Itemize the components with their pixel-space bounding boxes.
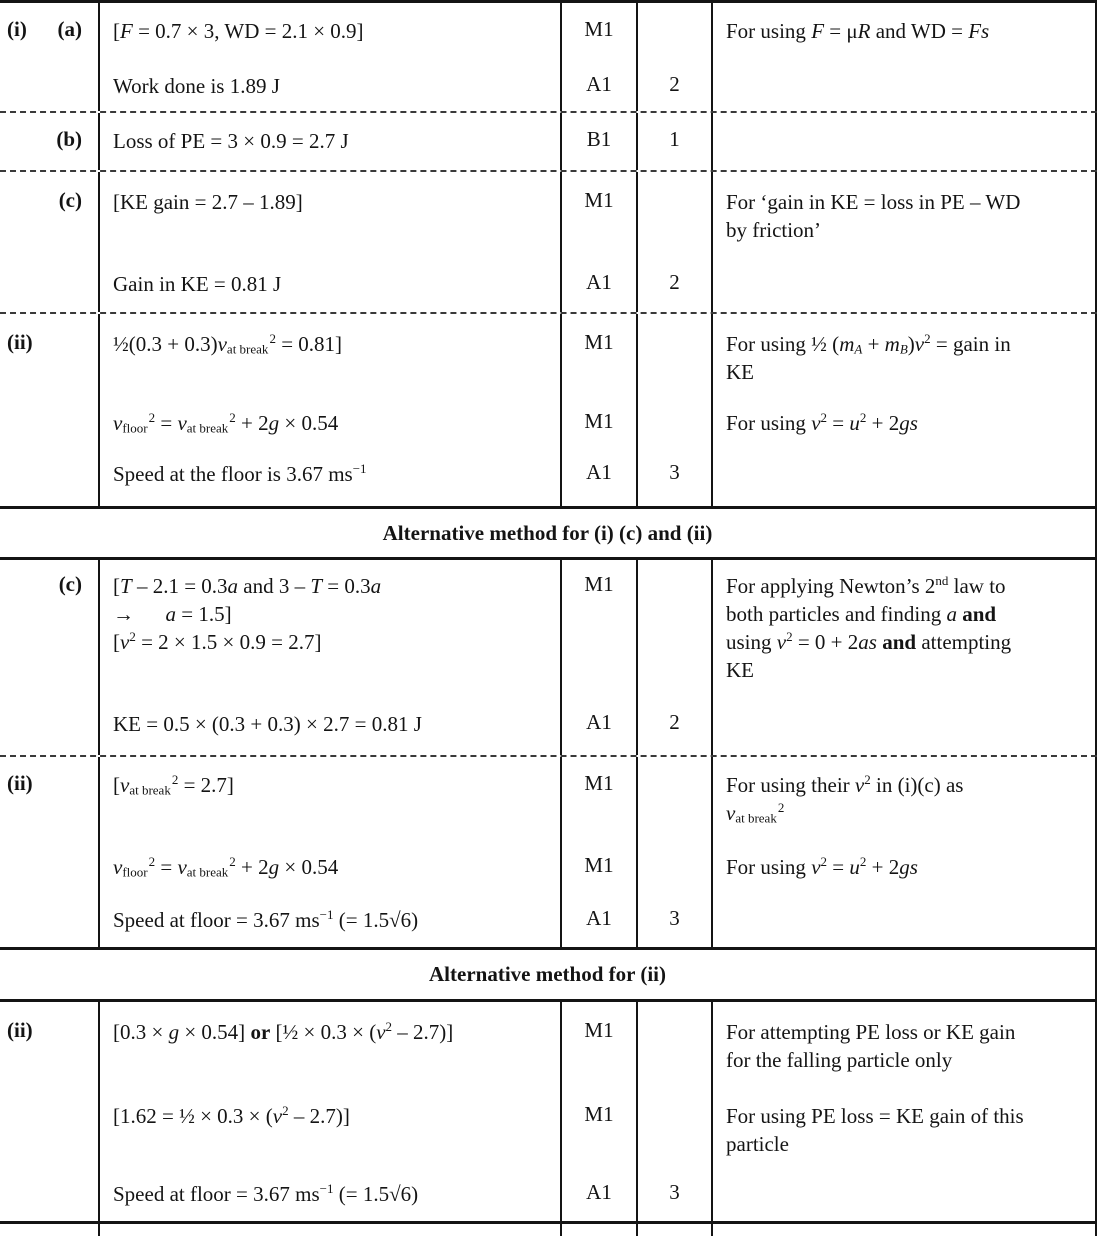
part-roman-label: (ii) [7, 330, 33, 354]
mark-total: 2 [638, 262, 713, 312]
table-row [0, 700, 1097, 755]
table-row [0, 314, 1097, 399]
table-row [0, 172, 1097, 262]
part-label-cell [0, 1174, 100, 1221]
working-line: Speed at floor = 3.67 $ms^{-1}$ (= 1.5√6) [113, 1181, 419, 1206]
table-row [0, 757, 1097, 849]
comment-cell [713, 849, 1097, 898]
comment-line: particle [726, 1132, 789, 1156]
comment-line: For using $v^2 = u^2 + 2gs$ [726, 854, 918, 879]
comment-cell [713, 314, 1097, 399]
working-cell [100, 454, 562, 506]
comment-line: for the falling particle only [726, 1048, 953, 1072]
section-c [0, 172, 1097, 314]
comment-line: For using PE loss = KE gain of this [726, 1104, 1024, 1128]
table-row [0, 898, 1097, 947]
working-cell [100, 560, 562, 700]
part-label-cell [0, 1002, 100, 1094]
mark-code: M1 [562, 1002, 638, 1094]
part-letter-label: (c) [58, 572, 82, 596]
mark-total: 1 [638, 113, 713, 170]
table-row [0, 60, 1097, 111]
mark-code: A1 [562, 262, 638, 312]
table-row [0, 454, 1097, 506]
part-label-cell [0, 757, 100, 849]
part-letter-label [49, 330, 98, 399]
comment-line: KE [726, 360, 754, 384]
comment-cell [713, 1094, 1097, 1174]
comment-line: For using F = μR and WD = Fs [726, 19, 990, 43]
working-line: KE = 0.5 × (0.3 + 0.3) × 2.7 = 0.81 J [113, 712, 422, 736]
table-row [0, 560, 1097, 700]
working-line: ½(0.3 + $0.3)v_{at break}^2 = 0.81$] [113, 331, 343, 357]
working-cell [100, 262, 562, 312]
comment-line: both particles and finding a and [726, 602, 997, 626]
comment-cell [713, 172, 1097, 262]
mark-total: 3 [638, 454, 713, 506]
mark-total [638, 757, 713, 849]
comment-cell [713, 700, 1097, 755]
comment-line: by friction’ [726, 218, 822, 242]
comment-cell [713, 3, 1097, 60]
comment-line: KE [726, 658, 754, 682]
table-row [0, 1002, 1097, 1094]
mark-total: 2 [638, 700, 713, 755]
working-line: [1.62 = ½ × $0.3 \times (v^2 - 2.7)$] [113, 1103, 350, 1128]
section-ii [0, 314, 1097, 506]
working-line: [KE gain = 2.7 – 1.89] [113, 190, 303, 214]
part-label-cell [0, 898, 100, 947]
part-roman-label [0, 572, 49, 700]
working-line: [0.3 × g × 0.54] or [½ × $0.3 \times (v^2 - 2.7)$] [113, 1019, 454, 1044]
alternative-method-header-2: Alternative method for (ii) [0, 947, 1097, 1002]
part-label-cell [0, 849, 100, 898]
comment-line: using $v^2 = 0 + 2as$ and attempting [726, 629, 1012, 654]
part-label-cell [0, 314, 100, 399]
part-label-cell [0, 1224, 100, 1236]
comment-cell [713, 454, 1097, 506]
part-label-cell [0, 3, 100, 60]
working-cell [100, 172, 562, 262]
section-alt-ii [0, 757, 1097, 947]
mark-code: M1 [562, 399, 638, 454]
working-line: Gain in KE = 0.81 J [113, 272, 282, 296]
working-cell [100, 60, 562, 111]
mark-total [638, 1002, 713, 1094]
working-cell [100, 1002, 562, 1094]
mark-code: A1 [562, 454, 638, 506]
table-row [0, 1094, 1097, 1174]
section-alt2-ii [0, 1002, 1097, 1224]
part-label-cell [0, 700, 100, 755]
working-cell [100, 1174, 562, 1221]
part-roman-label [0, 127, 49, 170]
mark-code: A1 [562, 700, 638, 755]
mark-total [638, 1224, 713, 1236]
working-line: → a = 1.5] [113, 602, 232, 626]
mark-code: A1 [562, 1174, 638, 1221]
working-cell [100, 399, 562, 454]
comment-line: For attempting PE loss or KE gain [726, 1020, 1016, 1044]
table-row-stub [0, 1224, 1097, 1233]
comment-cell [713, 113, 1097, 170]
mark-code: M1 [562, 849, 638, 898]
working-line: $[v_{at break}^2 = 2.7]$ [113, 772, 234, 798]
mark-total [638, 560, 713, 700]
mark-total: 2 [638, 60, 713, 111]
comment-cell [713, 1002, 1097, 1094]
mark-code [562, 1224, 638, 1236]
mark-total: 3 [638, 898, 713, 947]
part-label-cell [0, 560, 100, 700]
alternative-method-header-1: Alternative method for (i) (c) and (ii) [0, 506, 1097, 560]
working-line: $[v^2 = 2 \times 1.5 \times 0.9 = 2.7]$ [113, 629, 322, 654]
mark-code: M1 [562, 757, 638, 849]
working-line: $v_{floor}^2 = v_{at break}^2 + 2g \times 0.54$ [113, 854, 339, 880]
comment-line: For using ½ $(m_A + m_B)v^2$ = gain in [726, 331, 1011, 357]
working-line: Speed at floor = 3.67 $ms^{-1}$ (= 1.5√6) [113, 907, 419, 932]
part-label-cell [0, 113, 100, 170]
working-cell [100, 3, 562, 60]
comment-line: For using $v^2 = u^2 + 2gs$ [726, 410, 918, 435]
part-label-cell [0, 454, 100, 506]
working-line: Work done is 1.89 J [113, 74, 280, 98]
working-line: Loss of PE = 3 × 0.9 = 2.7 J [113, 129, 349, 153]
table-row [0, 113, 1097, 170]
part-roman-label: (i) [7, 17, 27, 41]
comment-line: For ‘gain in KE = loss in PE – WD [726, 190, 1021, 214]
comment-cell [713, 60, 1097, 111]
working-cell [100, 849, 562, 898]
section-b [0, 113, 1097, 172]
mark-code: M1 [562, 172, 638, 262]
mark-total [638, 399, 713, 454]
part-label-cell [0, 60, 100, 111]
mark-code: B1 [562, 113, 638, 170]
part-letter-label: (c) [58, 188, 82, 212]
section-alt-c [0, 560, 1097, 757]
part-letter-label: (a) [57, 17, 82, 41]
part-letter-label [49, 771, 98, 849]
comment-cell [713, 560, 1097, 700]
comment-cell [713, 262, 1097, 312]
working-line: Speed at the floor is 3.67 $ms^{-1}$ [113, 461, 367, 486]
table-row [0, 399, 1097, 454]
comment-cell [713, 757, 1097, 849]
mark-code: A1 [562, 60, 638, 111]
part-label-cell [0, 172, 100, 262]
working-cell [100, 314, 562, 399]
part-roman-label: (ii) [7, 771, 33, 795]
part-roman-label: (ii) [7, 1018, 33, 1042]
table-row [0, 3, 1097, 60]
part-label-cell [0, 1094, 100, 1174]
working-cell [100, 1094, 562, 1174]
working-line: [T – 2.1 = 0.3a and 3 – T = 0.3a [113, 574, 382, 598]
working-line: $v_{floor}^2 = v_{at break}^2 + 2g \times 0.54$ [113, 410, 339, 436]
part-label-cell [0, 399, 100, 454]
part-label-cell [0, 262, 100, 312]
comment-cell [713, 898, 1097, 947]
working-cell [100, 113, 562, 170]
table-row [0, 262, 1097, 312]
table-row [0, 1174, 1097, 1221]
mark-total [638, 172, 713, 262]
comment-cell [713, 1174, 1097, 1221]
comment-line: For using their $v^2$ in (i)(c) as [726, 772, 964, 797]
comment-line: $v_{at break}^2$ [726, 800, 785, 826]
section-i-a [0, 3, 1097, 113]
table-row [0, 849, 1097, 898]
mark-total [638, 849, 713, 898]
part-letter-label [49, 1018, 98, 1094]
part-roman-label [0, 188, 49, 262]
mark-code: A1 [562, 898, 638, 947]
working-line: [F = 0.7 × 3, WD = 2.1 × 0.9] [113, 19, 364, 43]
mark-code: M1 [562, 560, 638, 700]
mark-code: M1 [562, 314, 638, 399]
part-letter-label: (b) [56, 127, 82, 151]
mark-total [638, 314, 713, 399]
comment-cell [713, 1224, 1097, 1236]
mark-total [638, 3, 713, 60]
comment-cell [713, 399, 1097, 454]
mark-code: M1 [562, 3, 638, 60]
mark-code: M1 [562, 1094, 638, 1174]
comment-line: For applying Newton’s 2nd law to [726, 573, 1006, 598]
working-cell [100, 700, 562, 755]
mark-total: 3 [638, 1174, 713, 1221]
working-cell [100, 757, 562, 849]
mark-total [638, 1094, 713, 1174]
working-cell [100, 1224, 562, 1236]
working-cell [100, 898, 562, 947]
